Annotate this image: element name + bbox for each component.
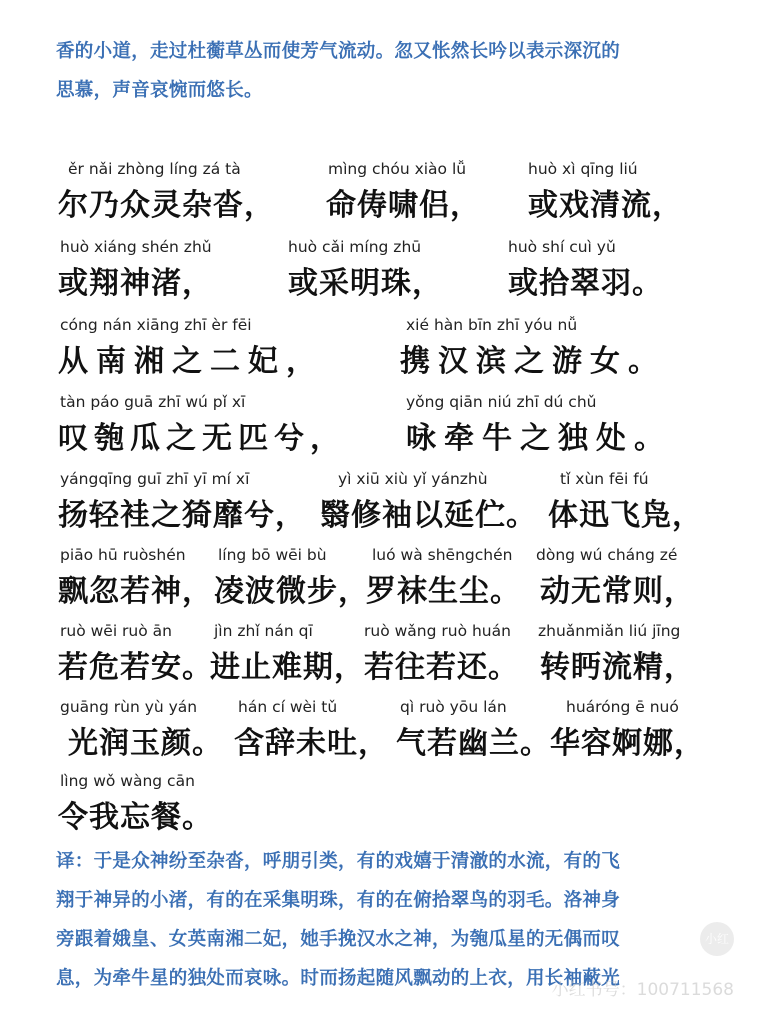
pinyin-segment: tǐ xùn fēi fú [560,470,649,488]
hanzi-segment: 叹匏瓜之无匹兮， [58,421,346,456]
pinyin-segment: líng bō wēi bù [218,546,327,564]
hanzi-segment: 飘忽若神， [58,574,213,609]
hanzi-segment: 若危若安。 [58,650,213,685]
hanzi-segment: 气若幽兰。 [396,726,551,761]
pinyin-segment: mìng chóu xiào lǚ [328,160,467,178]
hanzi-segment: 命俦啸侣， [326,188,481,223]
poem-line-6 [54,546,724,626]
pinyin-segment: piāo hū ruòshén [60,546,186,564]
pinyin-segment: dòng wú cháng zé [536,546,678,564]
translation-paragraph: 译：于是众神纷至杂沓，呼朋引类，有的戏嬉于清澈的水流，有的飞 翔于神异的小渚，有的在采集明珠，有的在俯拾翠鸟的羽毛。洛神身 旁跟着娥皇、女英南湘二妃，她手挽汉水之神，为匏瓜星的无偶而叹 息，为牵牛星的独处而哀咏。时而扬起随风飘动的上衣，用长袖蔽光 [56,851,621,989]
hanzi-segment: 尔乃众灵杂沓， [58,188,275,223]
pinyin-segment: xié hàn bīn zhī yóu nǚ [406,316,578,334]
pinyin-segment: cóng nán xiāng zhī èr fēi [60,316,252,334]
poem-line-9 [54,772,724,852]
hanzi-segment: 或拾翠羽。 [508,266,663,301]
pinyin-segment: yì xiū xiù yǐ yánzhù [338,470,488,488]
intro-paragraph: 香的小道，走过杜蘅草丛而使芳气流动。忽又怅然长吟以表示深沉的 思慕，声音哀惋而悠长。 [56,41,621,101]
pinyin-segment: luó wà shēngchén [372,546,513,564]
watermark-text: 小红书号：100711568 [551,980,734,1000]
hanzi-segment: 咏牵牛之独处。 [406,421,672,456]
hanzi-segment: 或采明珠， [288,266,443,301]
pinyin-segment: huò cǎi míng zhū [288,238,422,256]
pinyin-segment: ruò wēi ruò ān [60,622,172,640]
poem-line-5 [54,470,724,550]
pinyin-segment: huò xì qīng liú [528,160,638,178]
pinyin-segment: zhuǎnmiǎn liú jīng [538,622,681,640]
pinyin-segment: huáróng ē nuó [566,698,679,716]
watermark-badge: 小红书 [700,922,734,956]
hanzi-segment: 进止难期， [210,650,365,685]
hanzi-segment: 携汉滨之游女。 [400,344,666,379]
hanzi-segment: 体迅飞凫， [548,498,703,533]
hanzi-segment: 若往若还。 [364,650,519,685]
poem-line-4 [54,393,724,473]
poem-line-1 [54,160,724,240]
pinyin-segment: huò xiáng shén zhǔ [60,238,212,256]
pinyin-segment: qì ruò yōu lán [400,698,507,716]
pinyin-segment: huò shí cuì yǔ [508,238,616,256]
hanzi-segment: 或翔神渚， [58,266,213,301]
hanzi-segment: 凌波微步， [214,574,369,609]
hanzi-segment: 含辞未吐， [234,726,389,761]
hanzi-segment: 罗袜生尘。 [366,574,521,609]
pinyin-segment: yángqīng guī zhī yī mí xī [60,470,250,488]
hanzi-segment: 或戏清流， [528,188,683,223]
pinyin-segment: ěr nǎi zhòng líng zá tà [68,160,241,178]
poem-line-7 [54,622,724,702]
hanzi-segment: 转眄流精， [540,650,695,685]
hanzi-segment: 扬轻袿之猗靡兮， [58,498,306,533]
hanzi-segment: 光润玉颜。 [68,726,223,761]
poem-line-8 [54,698,724,778]
pinyin-segment: lìng wǒ wàng cān [60,772,195,790]
hanzi-segment: 动无常则， [540,574,695,609]
hanzi-segment: 翳修袖以延伫。 [320,498,537,533]
pinyin-segment: ruò wǎng ruò huán [364,622,511,640]
hanzi-segment: 从南湘之二妃， [58,344,324,379]
hanzi-segment: 令我忘餐。 [58,800,213,835]
hanzi-segment: 华容婀娜， [550,726,705,761]
pinyin-segment: hán cí wèi tǔ [238,698,338,716]
poem-line-3 [54,316,724,396]
pinyin-segment: guāng rùn yù yán [60,698,198,716]
pinyin-segment: yǒng qiān niú zhī dú chǔ [406,393,597,411]
pinyin-segment: tàn páo guā zhī wú pǐ xī [60,393,246,411]
poem-line-2 [54,238,724,318]
pinyin-segment: jìn zhǐ nán qī [214,622,313,640]
